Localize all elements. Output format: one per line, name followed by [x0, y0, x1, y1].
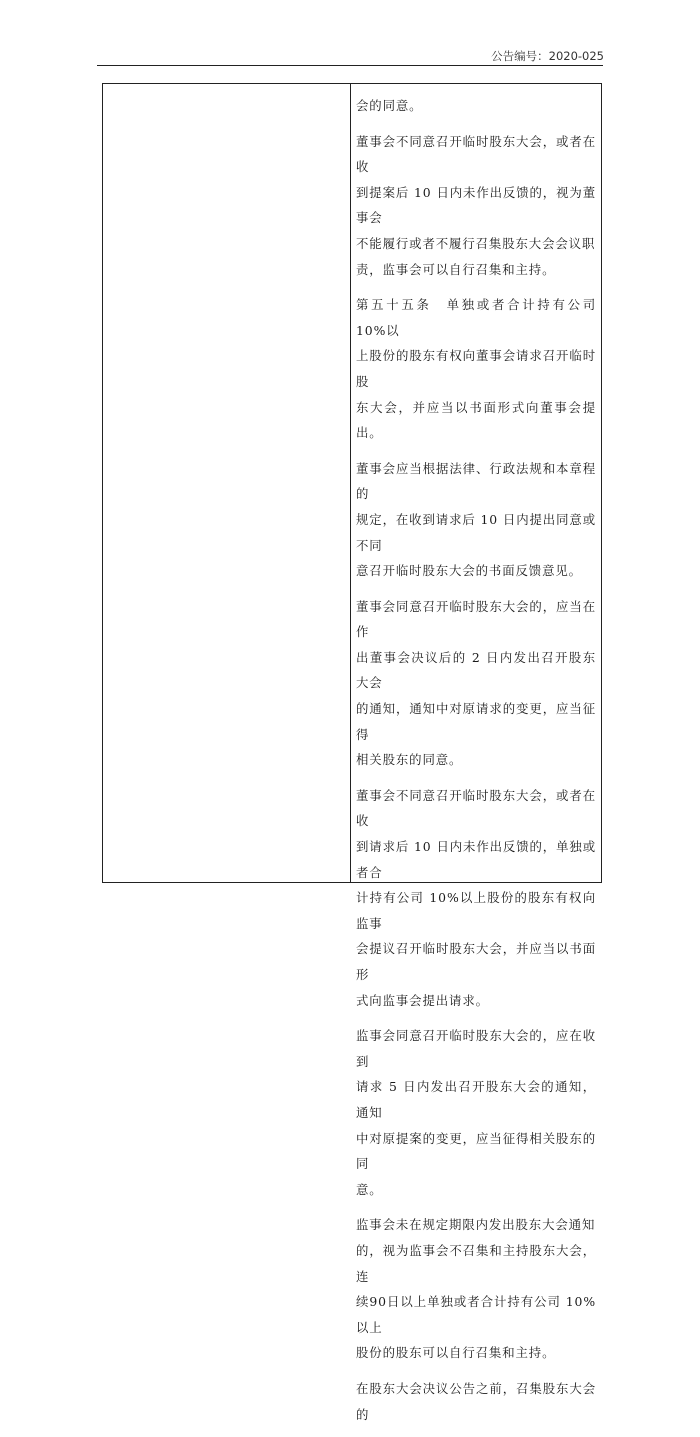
paragraph: 会的同意。	[356, 98, 423, 113]
header-divider	[97, 65, 603, 66]
table-left-cell	[103, 84, 351, 882]
paragraph: 监事会同意召开临时股东大会的，应在收到 请求 5 日内发出召开股东大会的通知，通知 中对原提案的变更，应当征得相关股东的同 意。	[356, 1028, 596, 1197]
paragraph: 监事会未在规定期限内发出股东大会通知 的，视为监事会不召集和主持股东大会，连 续90日以上单独或者合计持有公司 10%以上 股份的股东可以自行召集和主持。	[356, 1217, 596, 1361]
paragraph: 董事会应当根据法律、行政法规和本章程的 规定，在收到请求后 10 日内提出同意或不同 意召开临时股东大会的书面反馈意见。	[356, 460, 596, 579]
table-right-cell	[356, 93, 596, 1437]
paragraph-article-55: 第五十五条 单独或者合计持有公司 10%以 上股份的股东有权向董事会请求召开临时股 东大会，并应当以书面形式向董事会提出。	[356, 297, 596, 441]
paragraph: 董事会同意召开临时股东大会的，应当在作 出董事会决议后的 2 日内发出召开股东大会 的通知，通知中对原请求的变更，应当征得 相关股东的同意。	[356, 598, 596, 768]
paragraph: 董事会不同意召开临时股东大会，或者在收 到提案后 10 日内未作出反馈的，视为董事会 不能履行或者不履行召集股东大会会议职 责，监事会可以自行召集和主持。	[356, 133, 596, 277]
paragraph: 董事会不同意召开临时股东大会，或者在收 到请求后 10 日内未作出反馈的，单独或者合 计持有公司 10%以上股份的股东有权向监事 会提议召开临时股东大会，并应当以书面形 式向监事会提出请求。	[356, 787, 596, 1008]
announcement-number: 公告编号：2020-025	[491, 49, 604, 63]
paragraph: 在股东大会决议公告之前，召集股东大会的	[356, 1380, 596, 1422]
comparison-table	[102, 83, 602, 1422]
